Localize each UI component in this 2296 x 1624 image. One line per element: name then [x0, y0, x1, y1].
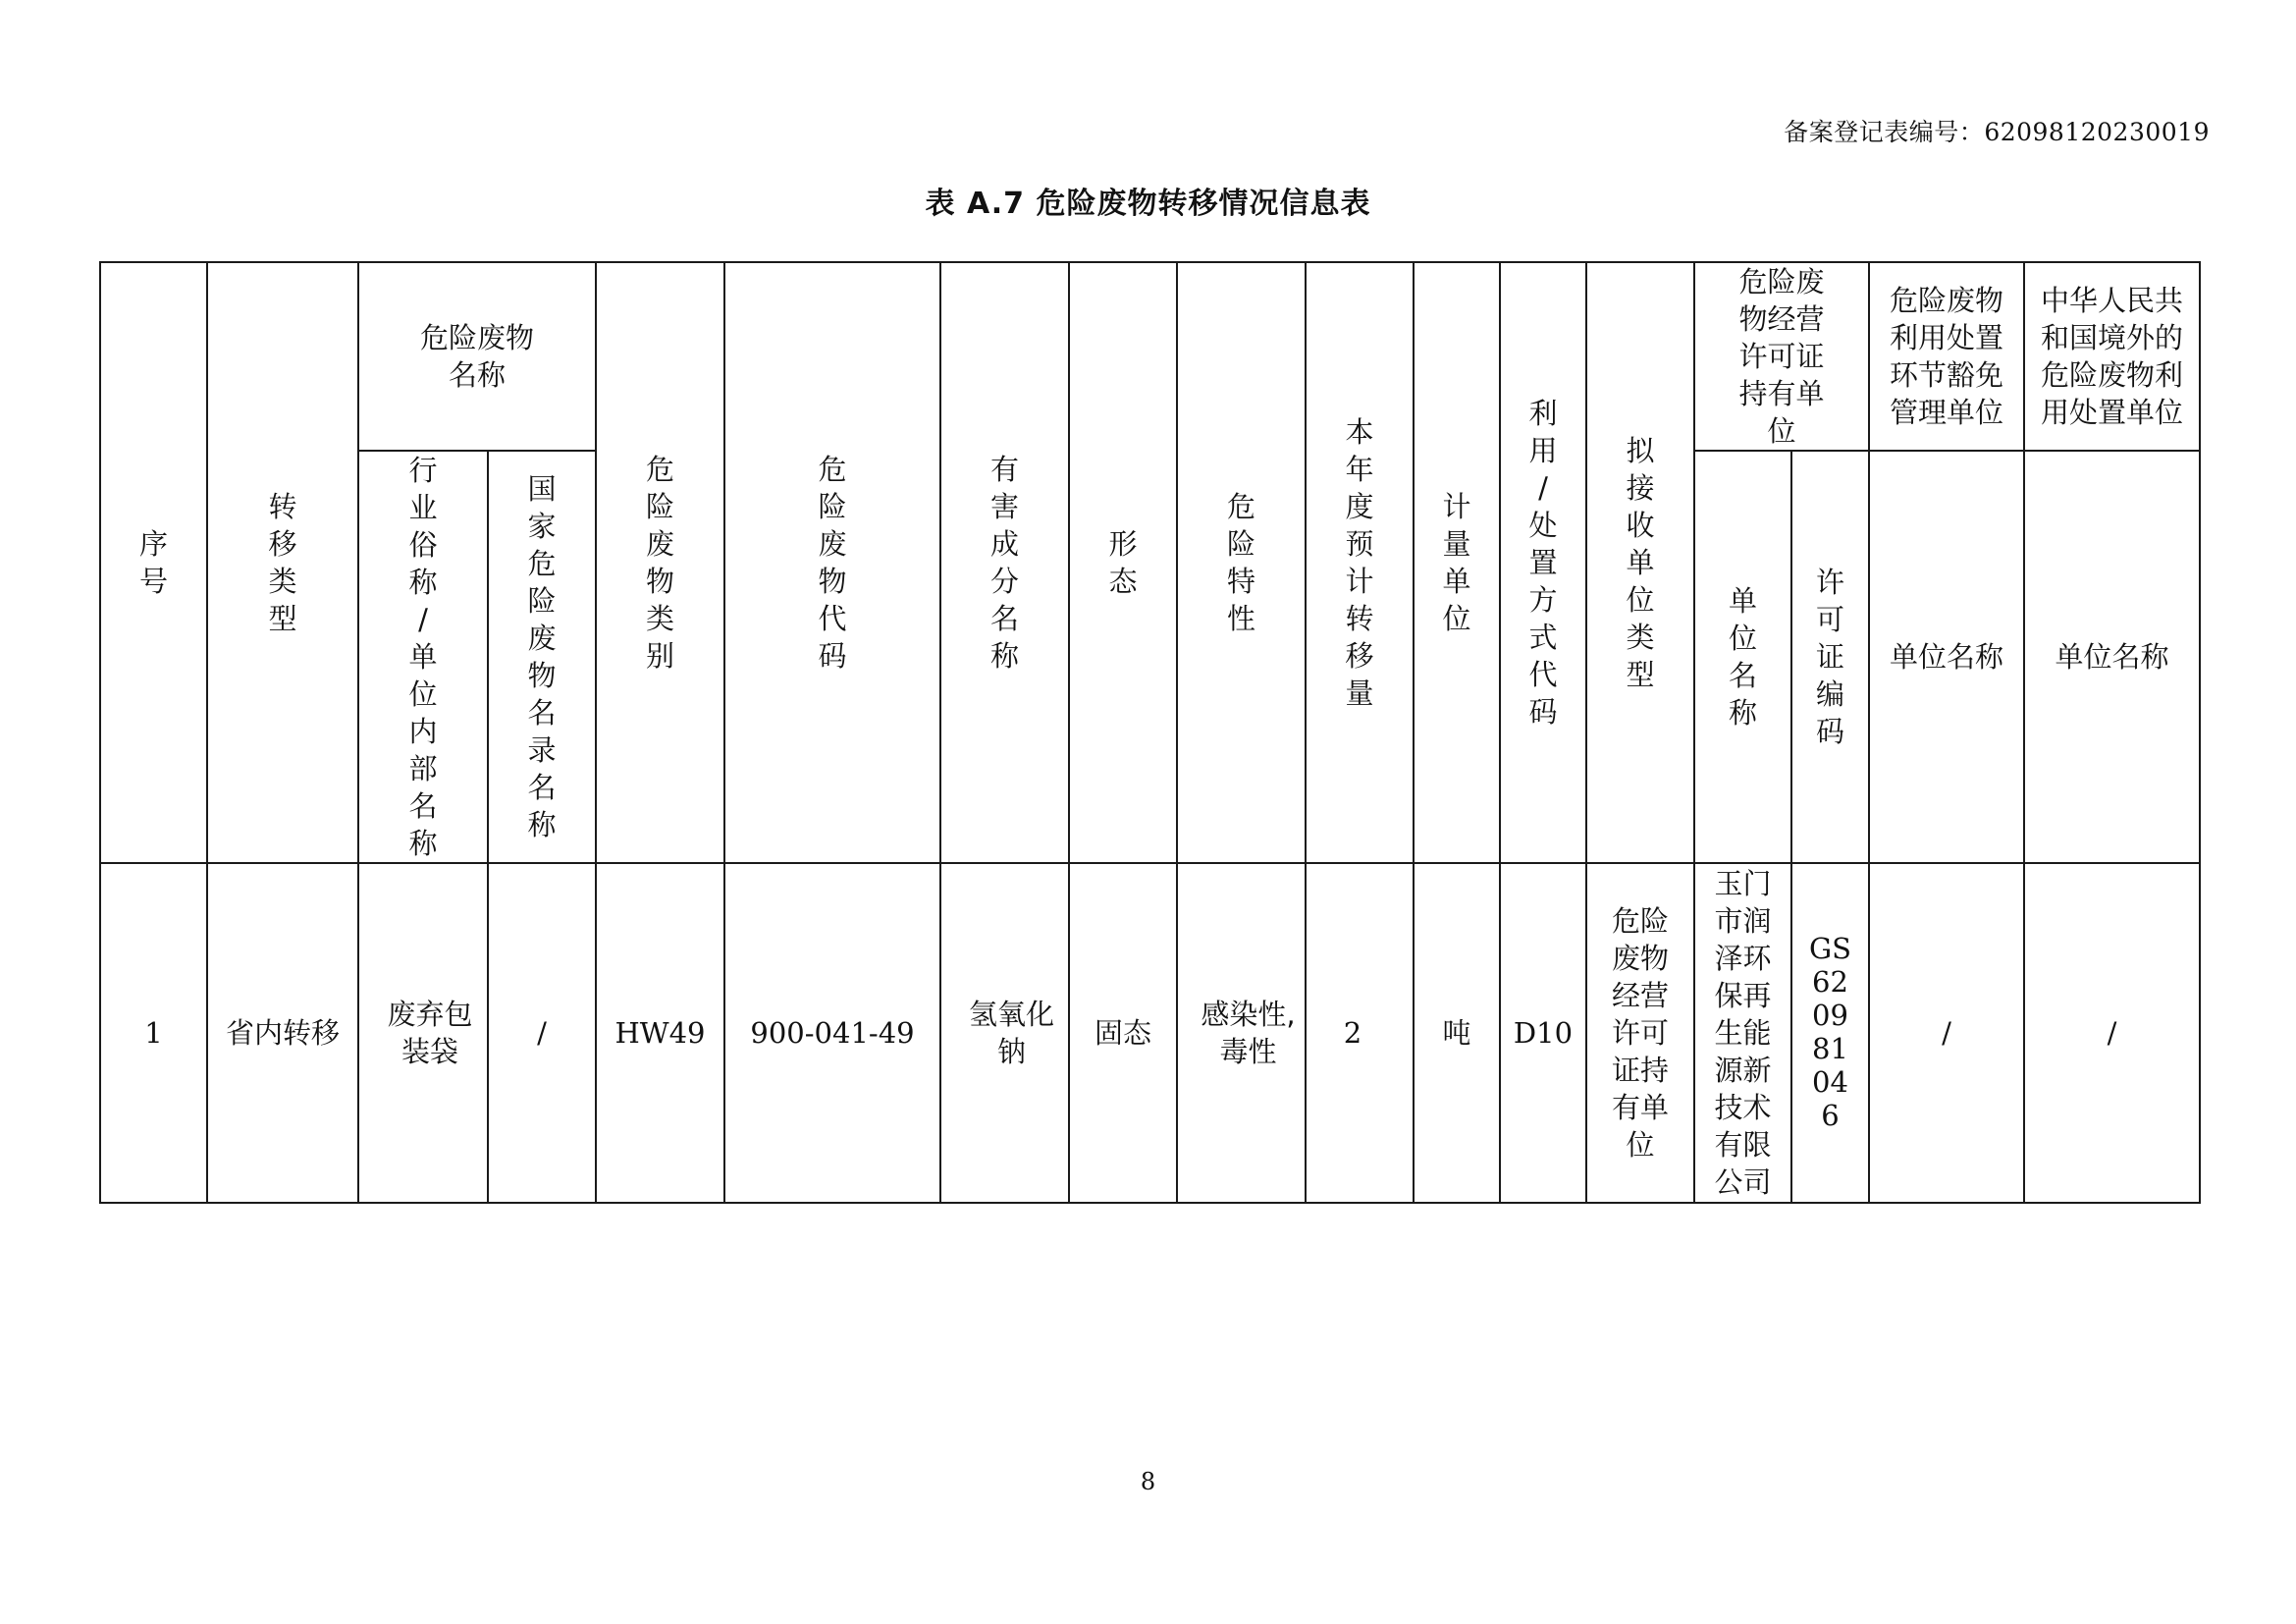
header-foreign-unit-name-text: 单位名称 [2055, 640, 2169, 674]
header-category [596, 262, 724, 863]
header-hazard-text: 危险特性 [1226, 490, 1255, 635]
cell-license-code-text: GS620981046 [1808, 932, 1852, 1132]
header-annual-qty-text: 本年度预计转移量 [1345, 415, 1374, 710]
registration-label: 备案登记表编号： [1784, 118, 1985, 146]
cell-industry-name [358, 863, 488, 1203]
header-form [1069, 262, 1177, 863]
header-exempt-group-text: 危险废物利用处置环节豁免管理单位 [1889, 284, 2003, 429]
cell-category: HW49 [596, 863, 724, 1203]
header-waste-name-group-text: 危险废物名称 [419, 321, 534, 392]
cell-form: 固态 [1069, 863, 1177, 1203]
registration-value: 62098120230019 [1984, 118, 2210, 146]
header-foreign-unit-name [2024, 451, 2200, 863]
cell-harmful [940, 863, 1069, 1203]
page-number: 8 [1140, 1468, 1156, 1495]
header-unit [1414, 262, 1500, 863]
cell-license-unit-name-text: 玉门市润泽环保再生能源新技术有限公司 [1714, 867, 1772, 1199]
registration-number [1784, 116, 2210, 149]
header-license-code [1791, 451, 1869, 863]
header-license-group [1694, 262, 1869, 451]
cell-license-code [1791, 863, 1869, 1203]
header-exempt-unit-name [1869, 451, 2024, 863]
header-foreign-group-text: 中华人民共和国境外的危险废物利用处置单位 [2040, 284, 2183, 429]
table-row [100, 863, 2200, 1203]
header-waste-name-group [358, 262, 596, 451]
header-hazard [1177, 262, 1306, 863]
cell-code: 900-041-49 [724, 863, 940, 1203]
header-license-unit-name [1694, 451, 1791, 863]
header-harmful-text: 有害成分名称 [989, 453, 1019, 673]
header-disposal-code-text: 利用/处置方式代码 [1528, 397, 1558, 729]
cell-disposal-code: D10 [1500, 863, 1586, 1203]
header-seq-text: 序号 [138, 527, 168, 598]
header-industry-name-text: 行业俗称/单位内部名称 [408, 454, 438, 860]
header-national-name-text: 国家危险废物名录名称 [527, 472, 557, 841]
cell-transfer-type: 省内转移 [207, 863, 358, 1203]
cell-hazard-text: 感染性,毒性 [1201, 998, 1296, 1068]
cell-exempt-unit-name: / [1869, 863, 2024, 1203]
cell-annual-qty: 2 [1306, 863, 1414, 1203]
header-unit-text: 计量单位 [1442, 490, 1471, 635]
header-foreign-group [2024, 262, 2200, 451]
cell-unit: 吨 [1414, 863, 1500, 1203]
header-code-text: 危险废物代码 [818, 453, 847, 673]
cell-industry-name-text: 废弃包装袋 [387, 998, 473, 1068]
cell-receiver-type-text: 危险废物经营许可证持有单位 [1611, 904, 1669, 1162]
header-transfer-type [207, 262, 358, 863]
cell-national-name: / [488, 863, 596, 1203]
header-license-unit-name-text: 单位名称 [1728, 584, 1757, 730]
header-transfer-type-text: 转移类型 [268, 490, 297, 635]
header-industry-name [358, 451, 488, 863]
cell-receiver-type [1586, 863, 1694, 1203]
header-receiver-type [1586, 262, 1694, 863]
header-disposal-code [1500, 262, 1586, 863]
header-code [724, 262, 940, 863]
header-exempt-group [1869, 262, 2024, 451]
cell-seq: 1 [100, 863, 207, 1203]
cell-hazard [1177, 863, 1306, 1203]
header-license-group-text: 危险废物经营许可证持有单位 [1738, 265, 1825, 448]
waste-transfer-table [99, 261, 2201, 1204]
header-receiver-type-text: 拟接收单位类型 [1626, 434, 1655, 691]
table-title: 表 A.7 危险废物转移情况信息表 [925, 187, 1371, 221]
header-seq [100, 262, 207, 863]
cell-foreign-unit-name: / [2024, 863, 2200, 1203]
header-form-text: 形态 [1108, 527, 1138, 598]
cell-harmful-text: 氢氧化钠 [968, 998, 1054, 1068]
header-license-code-text: 许可证编码 [1815, 566, 1844, 748]
cell-license-unit-name [1694, 863, 1791, 1203]
header-category-text: 危险废物类别 [645, 453, 674, 673]
header-exempt-unit-name-text: 单位名称 [1889, 640, 2003, 674]
header-annual-qty [1306, 262, 1414, 863]
header-harmful [940, 262, 1069, 863]
header-national-name [488, 451, 596, 863]
